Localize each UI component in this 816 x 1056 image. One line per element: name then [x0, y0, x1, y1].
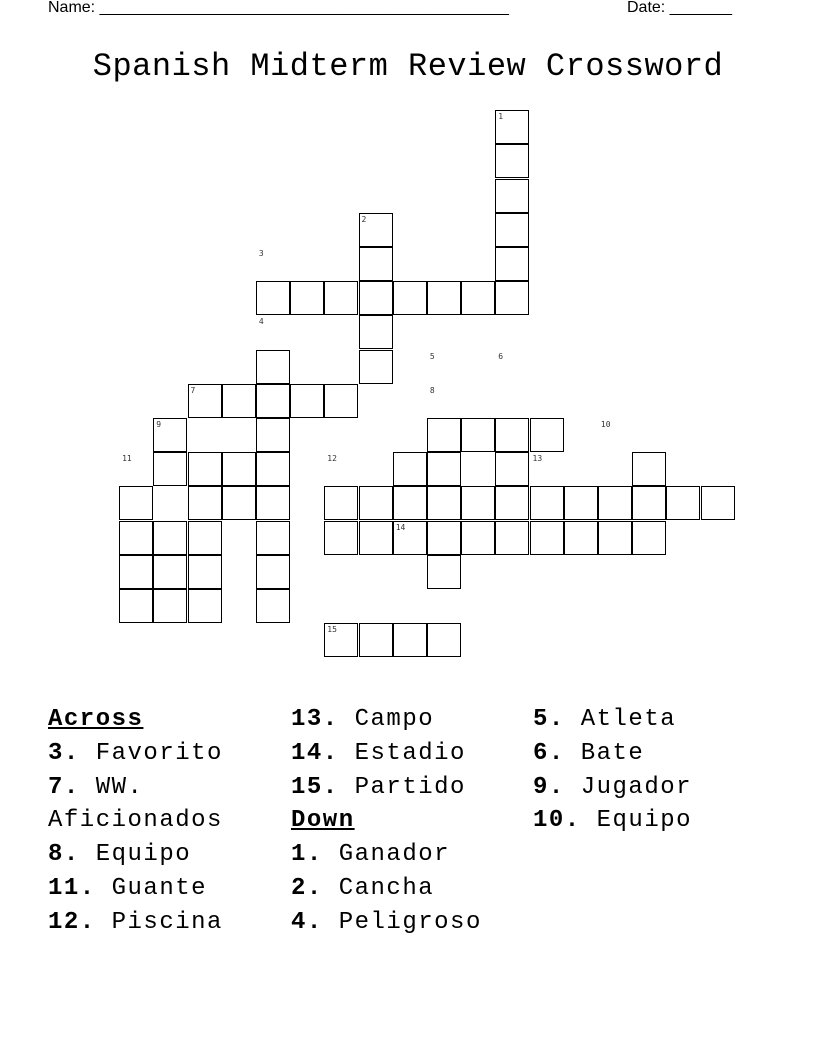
crossword-cell[interactable] — [701, 486, 735, 520]
clue-text: Cancha — [338, 874, 435, 902]
down-heading: Down — [291, 807, 355, 835]
crossword-cell[interactable] — [256, 384, 290, 418]
crossword-cell[interactable] — [324, 384, 358, 418]
clue-text: WW. Aficionados — [48, 773, 223, 835]
clue-number: 8. — [48, 841, 80, 869]
clue-down-2 — [291, 872, 531, 906]
clue-down-1 — [291, 838, 531, 872]
crossword-cell[interactable] — [495, 521, 529, 555]
clue-across-3 — [48, 737, 278, 771]
crossword-cell[interactable] — [256, 486, 290, 520]
crossword-cell[interactable] — [495, 247, 529, 281]
clue-text: Partido — [354, 773, 466, 801]
crossword-cell[interactable] — [359, 350, 393, 384]
crossword-cell[interactable] — [153, 521, 187, 555]
date-field-label: Date: _______ — [627, 0, 732, 16]
clues-column-3 — [533, 703, 793, 838]
crossword-cell[interactable] — [153, 589, 187, 623]
clue-text: Equipo — [596, 807, 693, 835]
crossword-cell[interactable] — [598, 521, 632, 555]
crossword-cell[interactable] — [256, 452, 290, 486]
cell-number-label: 14 — [395, 522, 406, 532]
clue-across-11 — [48, 872, 278, 906]
crossword-cell[interactable] — [598, 486, 632, 520]
crossword-cell[interactable] — [119, 555, 153, 589]
clues-column-1 — [48, 703, 278, 940]
crossword-cell[interactable] — [427, 486, 461, 520]
clue-text: Ganador — [338, 841, 451, 869]
crossword-cell[interactable] — [530, 521, 564, 555]
clue-across-15 — [291, 771, 531, 805]
clue-number: 14. — [291, 739, 339, 767]
clue-number: 7. — [48, 773, 80, 801]
cell-number-label: 3 — [258, 248, 264, 258]
clue-number: 5. — [533, 706, 565, 733]
across-heading: Across — [48, 706, 144, 733]
crossword-cell[interactable] — [427, 521, 461, 555]
crossword-cell[interactable] — [359, 281, 393, 315]
crossword-cell[interactable] — [324, 521, 358, 555]
crossword-cell[interactable] — [495, 452, 529, 486]
clue-text: Piscina — [111, 908, 223, 936]
crossword-cell[interactable] — [495, 179, 529, 213]
crossword-cell[interactable] — [530, 486, 564, 520]
crossword-cell[interactable] — [188, 589, 222, 623]
clue-text: Equipo — [95, 841, 192, 869]
crossword-cell[interactable] — [256, 418, 290, 452]
crossword-cell[interactable] — [256, 350, 290, 384]
clue-down-6 — [533, 737, 793, 771]
crossword-cell[interactable] — [119, 521, 153, 555]
crossword-cell[interactable] — [632, 521, 666, 555]
clue-number: 12. — [48, 908, 96, 936]
clue-down-4 — [291, 906, 531, 940]
crossword-cell[interactable] — [427, 418, 461, 452]
crossword-cell[interactable] — [564, 486, 598, 520]
crossword-cell[interactable] — [153, 555, 187, 589]
crossword-cell[interactable] — [461, 418, 495, 452]
crossword-cell[interactable] — [427, 555, 461, 589]
crossword-cell[interactable] — [359, 486, 393, 520]
crossword-cell[interactable] — [256, 521, 290, 555]
clue-across-14 — [291, 737, 531, 771]
crossword-cell[interactable] — [393, 486, 427, 520]
cell-number-label: 2 — [361, 214, 367, 224]
clue-number: 4. — [291, 908, 323, 936]
cell-number-label: 6 — [498, 351, 504, 361]
clue-number: 3. — [48, 739, 80, 767]
crossword-cell[interactable] — [222, 486, 256, 520]
clue-number: 13. — [291, 706, 339, 733]
clue-text: Peligroso — [338, 908, 482, 936]
crossword-cell[interactable] — [188, 486, 222, 520]
crossword-cell[interactable] — [461, 486, 495, 520]
cell-number-label: 11 — [122, 454, 132, 464]
cell-number-label: 12 — [327, 454, 337, 464]
clues-column-2 — [291, 703, 531, 940]
cell-number-label: 4 — [258, 317, 264, 327]
cell-number-label: 9 — [156, 419, 162, 429]
clue-number: 10. — [533, 807, 581, 835]
crossword-cell[interactable] — [256, 555, 290, 589]
crossword-cell[interactable] — [393, 281, 427, 315]
clue-down-5 — [533, 703, 793, 737]
crossword-cell[interactable] — [222, 384, 256, 418]
clue-number: 1. — [291, 841, 323, 869]
cell-number-label: 8 — [429, 385, 435, 395]
clue-text: Campo — [354, 706, 435, 733]
clue-across-12 — [48, 906, 278, 940]
crossword-cell[interactable] — [427, 452, 461, 486]
cell-number-label: 1 — [498, 112, 504, 122]
cell-number-label: 13 — [532, 454, 543, 464]
clue-text: Favorito — [95, 739, 223, 767]
crossword-cell[interactable] — [359, 521, 393, 555]
crossword-cell[interactable] — [427, 281, 461, 315]
clue-across-7 — [48, 771, 278, 839]
crossword-cell[interactable] — [427, 623, 461, 657]
crossword-cell[interactable] — [324, 281, 358, 315]
crossword-cell[interactable] — [393, 623, 427, 657]
clue-across-8 — [48, 838, 278, 872]
cell-number-label: 5 — [429, 351, 435, 361]
crossword-cell[interactable] — [530, 418, 564, 452]
clue-down-9 — [533, 771, 793, 805]
crossword-cell[interactable] — [290, 384, 324, 418]
crossword-cell[interactable] — [188, 521, 222, 555]
clue-across-13 — [291, 703, 531, 737]
page-title: Spanish Midterm Review Crossword — [92, 48, 724, 85]
crossword-cell[interactable] — [393, 452, 427, 486]
cell-number-label: 7 — [190, 385, 196, 395]
crossword-cell[interactable] — [256, 589, 290, 623]
crossword-cell[interactable] — [222, 452, 256, 486]
clue-number: 15. — [291, 773, 339, 801]
crossword-cell[interactable] — [119, 486, 153, 520]
crossword-cell[interactable] — [461, 281, 495, 315]
cell-number-label: 15 — [327, 625, 337, 635]
crossword-cell[interactable] — [461, 521, 495, 555]
crossword-cell[interactable] — [153, 452, 187, 486]
crossword-cell[interactable] — [359, 247, 393, 281]
crossword-cell[interactable] — [188, 555, 222, 589]
clue-text: Atleta — [580, 706, 677, 733]
crossword-cell[interactable] — [256, 281, 290, 315]
crossword-cell[interactable] — [632, 486, 666, 520]
clue-number: 11. — [48, 874, 96, 902]
clue-down-10 — [533, 804, 793, 838]
crossword-cell[interactable] — [359, 623, 393, 657]
clue-text: Jugador — [580, 773, 693, 801]
cell-number-label: 10 — [600, 419, 611, 429]
crossword-cell[interactable] — [495, 144, 529, 178]
clue-text: Guante — [111, 874, 208, 902]
clue-text: Bate — [580, 739, 645, 767]
crossword-cell[interactable] — [495, 486, 529, 520]
crossword-cell[interactable] — [632, 452, 666, 486]
crossword-cell[interactable] — [495, 213, 529, 247]
name-field-label: Name: ______________________________________________ — [48, 0, 509, 16]
crossword-cell[interactable] — [495, 281, 529, 315]
clue-number: 2. — [291, 874, 323, 902]
crossword-cell[interactable] — [324, 486, 358, 520]
crossword-cell[interactable] — [495, 418, 529, 452]
crossword-cell[interactable] — [359, 315, 393, 349]
clue-text: Estadio — [354, 739, 466, 767]
crossword-cell[interactable] — [564, 521, 598, 555]
crossword-cell[interactable] — [666, 486, 700, 520]
clue-number: 6. — [533, 739, 565, 767]
crossword-cell[interactable] — [188, 452, 222, 486]
clue-number: 9. — [533, 773, 565, 801]
crossword-cell[interactable] — [119, 589, 153, 623]
crossword-cell[interactable] — [290, 281, 324, 315]
